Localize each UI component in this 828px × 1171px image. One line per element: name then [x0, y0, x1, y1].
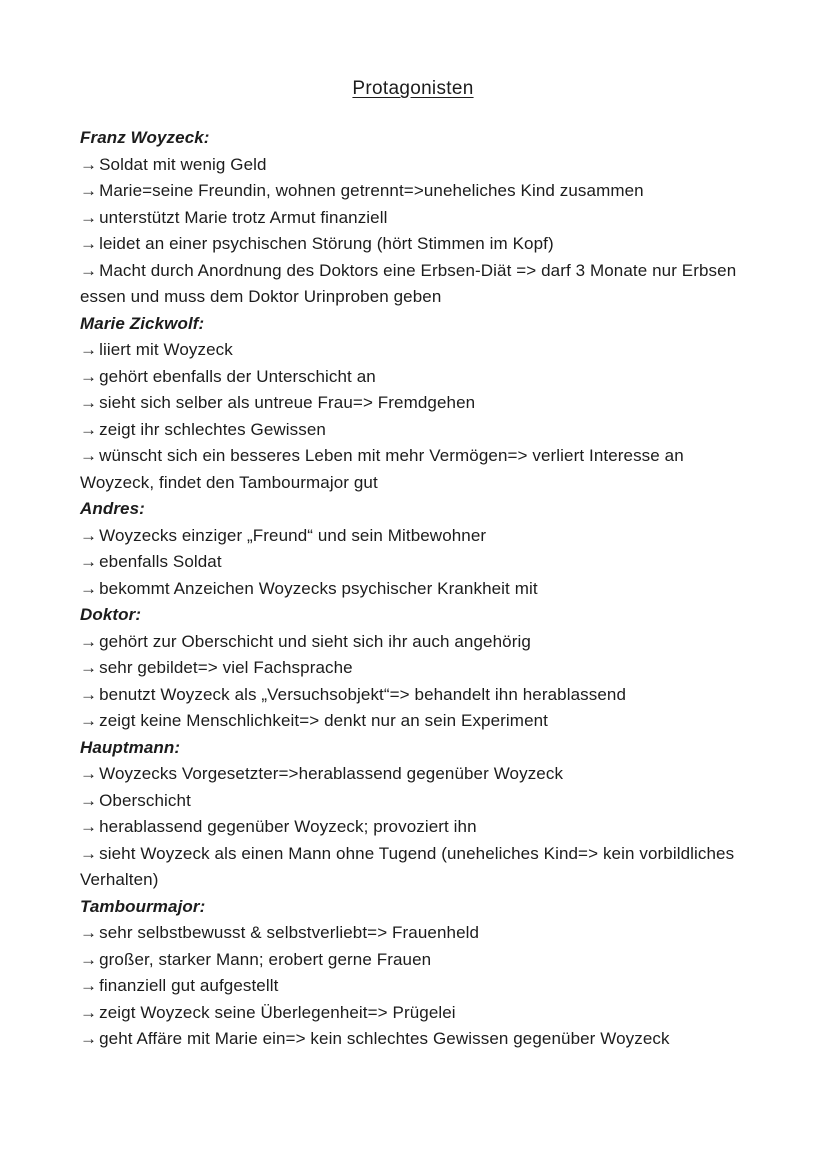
arrow-bullet-icon: → [80, 843, 98, 863]
note-text: herablassend gegenüber Woyzeck; provoziert ihn [99, 817, 477, 836]
arrow-bullet-icon: → [80, 764, 98, 783]
note-text: wünscht sich ein besseres Leben mit mehr Vermögen=> verliert Interesse an Woyzeck, findet den Tambourmajor gut [80, 446, 684, 492]
note-line [80, 920, 746, 947]
note-text: Oberschicht [99, 790, 191, 810]
note-text: geht Affäre mit Marie ein=> kein schlechtes Gewissen gegenüber Woyzeck [99, 1029, 670, 1048]
arrow-bullet-icon: → [80, 419, 98, 439]
arrow-bullet-icon: → [80, 552, 98, 571]
note-line [80, 1026, 746, 1053]
section-heading-andres: Andres: [80, 499, 145, 518]
note-line [80, 629, 746, 656]
note-line [80, 814, 746, 841]
note-text: sieht Woyzeck als einen Mann ohne Tugend (uneheliches Kind=> kein vorbildliches Verhalten) [80, 843, 735, 889]
note-text: gehört ebenfalls der Unterschicht an [99, 366, 376, 386]
note-text: gehört zur Oberschicht und sieht sich ihr auch angehörig [99, 631, 531, 651]
note-text: bekommt Anzeichen Woyzecks psychischer Krankheit mit [99, 578, 538, 598]
note-text: großer, starker Mann; erobert gerne Frauen [99, 949, 432, 969]
note-line [80, 549, 746, 576]
note-text: zeigt keine Menschlichkeit=> denkt nur an sein Experiment [99, 711, 548, 730]
note-text: leidet an einer psychischen Störung (hört Stimmen im Kopf) [99, 234, 554, 253]
note-line [80, 523, 746, 550]
note-text: Soldat mit wenig Geld [99, 154, 267, 174]
note-text: finanziell gut aufgestellt [99, 976, 279, 995]
note-line [80, 205, 746, 232]
note-line [80, 682, 746, 709]
note-line [80, 761, 746, 788]
note-text: sehr gebildet=> viel Fachsprache [99, 658, 353, 677]
notes-content [80, 125, 746, 1053]
arrow-bullet-icon: → [80, 446, 98, 465]
arrow-bullet-icon: → [80, 711, 98, 730]
note-line [80, 576, 746, 603]
arrow-bullet-icon: → [80, 923, 98, 942]
note-line [80, 443, 746, 496]
arrow-bullet-icon: → [80, 578, 98, 598]
arrow-bullet-icon: → [80, 631, 98, 651]
arrow-bullet-icon: → [80, 181, 98, 200]
arrow-bullet-icon: → [80, 817, 98, 836]
note-line [80, 788, 746, 815]
section-heading-marie-zickwolf: Marie Zickwolf: [80, 313, 205, 333]
note-line [80, 947, 746, 974]
section-heading-tambourmajor: Tambourmajor: [80, 896, 206, 916]
note-line [80, 231, 746, 258]
arrow-bullet-icon: → [80, 234, 98, 253]
note-text: sehr selbstbewusst & selbstverliebt=> Frauenheld [99, 923, 480, 942]
arrow-bullet-icon: → [80, 658, 98, 677]
page-title: Protagonisten [352, 78, 474, 99]
note-line [80, 178, 746, 205]
note-text: ebenfalls Soldat [99, 552, 222, 571]
note-text: Macht durch Anordnung des Doktors eine Erbsen-Diät => darf 3 Monate nur Erbsen essen und muss dem Doktor Urinproben geben [80, 260, 737, 306]
note-text: Woyzecks Vorgesetzter=>herablassend gegenüber Woyzeck [99, 764, 564, 783]
arrow-bullet-icon: → [80, 949, 98, 969]
arrow-bullet-icon: → [80, 1029, 98, 1048]
note-text: sieht sich selber als untreue Frau=> Fremdgehen [99, 393, 476, 412]
note-text: liiert mit Woyzeck [99, 340, 233, 359]
arrow-bullet-icon: → [80, 393, 98, 412]
note-text: unterstützt Marie trotz Armut finanziell [99, 207, 388, 227]
section-heading-franz-woyzeck: Franz Woyzeck: [80, 128, 210, 147]
arrow-bullet-icon: → [80, 525, 98, 545]
note-line [80, 337, 746, 364]
note-line [80, 258, 746, 311]
arrow-bullet-icon: → [80, 340, 98, 359]
note-line [80, 417, 746, 444]
arrow-bullet-icon: → [80, 790, 98, 810]
section-heading-hauptmann: Hauptmann: [80, 737, 181, 757]
section-heading-doktor: Doktor: [80, 605, 142, 624]
note-text: Marie=seine Freundin, wohnen getrennt=>uneheliches Kind zusammen [99, 181, 644, 200]
arrow-bullet-icon: → [80, 1002, 98, 1022]
note-text: Woyzecks einziger „Freund“ und sein Mitbewohner [99, 525, 487, 545]
note-line [80, 1000, 746, 1027]
note-text: zeigt Woyzeck seine Überlegenheit=> Prügelei [99, 1002, 456, 1022]
arrow-bullet-icon: → [80, 976, 98, 995]
arrow-bullet-icon: → [80, 207, 98, 227]
note-line [80, 152, 746, 179]
note-line [80, 973, 746, 1000]
arrow-bullet-icon: → [80, 684, 98, 704]
arrow-bullet-icon: → [80, 260, 98, 280]
note-line [80, 655, 746, 682]
arrow-bullet-icon: → [80, 366, 98, 386]
note-line [80, 364, 746, 391]
note-text: zeigt ihr schlechtes Gewissen [99, 419, 326, 439]
note-line [80, 708, 746, 735]
note-text: benutzt Woyzeck als „Versuchsobjekt“=> behandelt ihn herablassend [99, 684, 627, 704]
note-line [80, 390, 746, 417]
arrow-bullet-icon: → [80, 154, 98, 174]
note-line [80, 841, 746, 894]
